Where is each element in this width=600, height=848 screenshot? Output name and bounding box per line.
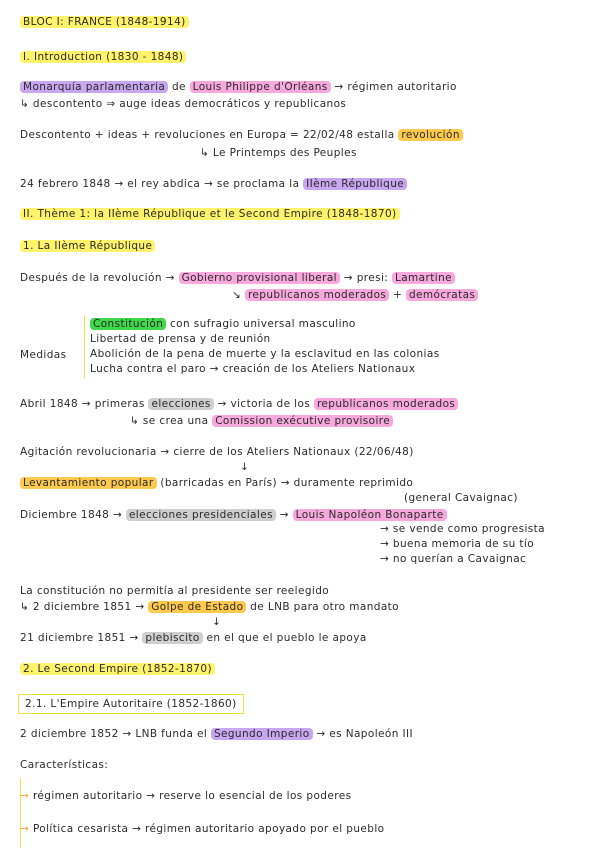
reason-progressive-text: → se vende como progresista	[380, 523, 545, 535]
measure-abolition	[90, 347, 440, 361]
coup-text: de LNB para otro mandato	[246, 601, 400, 613]
reelection-text: La constitución no permitía al presidente ser reelegido	[20, 585, 330, 597]
commission-term: Comission exécutive provisoire	[212, 415, 393, 427]
coup-date: ↳ 2 diciembre 1851 →	[20, 601, 149, 613]
abolition-text: Abolición de la pena de muerte y la esclavitud en las colonias	[90, 348, 440, 360]
measure-constitution	[90, 317, 356, 331]
measure-unemployment	[90, 362, 415, 376]
agitation-down-arrow	[240, 460, 249, 474]
down-arrow-icon: ↓	[212, 616, 222, 628]
april-text: Abril 1848 → primeras	[20, 398, 149, 410]
plebiscite-term: plebiscito	[142, 632, 202, 644]
revolution-line	[20, 128, 463, 142]
provisional-government-term: Gobierno provisional liberal	[179, 272, 340, 284]
plebiscite-line	[20, 631, 367, 645]
section-introduction	[20, 50, 186, 64]
measures-bracket	[84, 316, 85, 378]
characteristic-caesarism-text: Política cesarista → régimen autoritario apoyado por el pueblo	[32, 823, 385, 835]
subsection-republic-text: 1. La IIème République	[20, 240, 155, 252]
measures-label	[20, 348, 66, 362]
government-composition-line	[232, 288, 478, 302]
authoritarian-empire-text: 2.1. L'Empire Autoritaire (1852-1860)	[25, 698, 237, 710]
commission-line	[130, 414, 393, 428]
reason-uncle-text: → buena memoria de su tío	[380, 538, 535, 550]
revolution-term: revolución	[398, 129, 463, 141]
moderate-republicans-victory-term: republicanos moderados	[314, 398, 458, 410]
theme-1-title	[20, 207, 400, 221]
cavaignac-text: (general Cavaignac)	[404, 492, 518, 504]
discontent-line	[20, 97, 346, 111]
orange-arrow-icon: →	[20, 823, 33, 835]
december-text: Diciembre 1848 →	[20, 509, 126, 521]
reason-cavaignac	[380, 552, 526, 566]
measure-press	[90, 332, 271, 346]
presi-label: → presi:	[340, 272, 392, 284]
characteristics-label	[20, 758, 108, 772]
revolution-cause: Descontento + ideas + revoluciones en Europa = 22/02/48 estalla	[20, 129, 399, 141]
second-empire-date: 2 diciembre 1852 → LNB funda el	[20, 728, 211, 740]
composition-arrow: ↘	[232, 289, 245, 301]
uprising-line	[20, 476, 413, 490]
presidential-elections-line	[20, 508, 447, 522]
second-republic-term: IIème République	[303, 178, 407, 190]
louis-philippe-term: Louis Philippe d'Orléans	[190, 81, 331, 93]
subsection-empire	[20, 662, 215, 676]
after-revolution-text: Después de la revolución →	[20, 272, 179, 284]
subsection-republic	[20, 239, 155, 253]
bloc-title	[20, 15, 189, 29]
measures-label-text: Medidas	[20, 349, 67, 361]
louis-napoleon-term: Louis Napoléon Bonaparte	[293, 509, 447, 521]
presidential-elections-term: elecciones presidenciales	[126, 509, 276, 521]
uprising-text: (barricadas en París) → duramente reprimido	[156, 477, 414, 489]
monarchy-term: Monarquía parlamentaria	[20, 81, 168, 93]
plebiscite-date: 21 diciembre 1851 →	[20, 632, 143, 644]
characteristic-authoritarian	[20, 789, 351, 803]
cavaignac-line	[404, 491, 518, 505]
monarchy-de: de	[168, 81, 190, 93]
napoleon-iii-text: → es Napoleón III	[312, 728, 413, 740]
section-introduction-text: I. Introduction (1830 - 1848)	[20, 51, 186, 63]
characteristics-text: Características:	[20, 759, 109, 771]
april-elections-line	[20, 397, 458, 411]
second-empire-line	[20, 727, 413, 741]
agitation-line	[20, 445, 414, 459]
elections-term: elecciones	[148, 398, 213, 410]
theme-1-text: II. Thème 1: la IIème République et le Second Empire (1848-1870)	[20, 208, 400, 220]
constitution-term: Constitución	[90, 318, 166, 330]
moderate-republicans-term: republicanos moderados	[245, 289, 389, 301]
presidential-arrow: →	[275, 509, 293, 521]
composition-plus: +	[389, 289, 406, 301]
provisional-government-line	[20, 271, 455, 285]
characteristic-authoritarian-text: régimen autoritario → reserve lo esencial de los poderes	[32, 790, 352, 802]
press-text: Libertad de prensa y de reunión	[90, 333, 271, 345]
printemps-line	[200, 146, 357, 160]
reelection-line	[20, 584, 329, 598]
orange-arrow-icon: →	[20, 790, 33, 802]
bloc-title-text: BLOC I: FRANCE (1848-1914)	[20, 16, 189, 28]
coup-down-arrow	[212, 615, 221, 629]
discontent-text: ↳ descontento ⇒ auge ideas democráticos y republicanos	[20, 98, 347, 110]
second-empire-term: Segundo Imperio	[211, 728, 313, 740]
reason-uncle	[380, 537, 534, 551]
democrats-term: demócratas	[406, 289, 478, 301]
monarchy-line	[20, 80, 457, 94]
abdication-line	[20, 177, 407, 191]
coup-term: Golpe de Estado	[148, 601, 246, 613]
constitution-text: con sufragio universal masculino	[166, 318, 356, 330]
down-arrow-icon: ↓	[240, 461, 250, 473]
subsection-empire-text: 2. Le Second Empire (1852-1870)	[20, 663, 215, 675]
unemployment-text: Lucha contra el paro → creación de los Ateliers Nationaux	[90, 363, 416, 375]
reason-cavaignac-text: → no querían a Cavaignac	[380, 553, 527, 565]
subsection-authoritarian-empire	[18, 694, 244, 714]
abdication-text: 24 febrero 1848 → el rey abdica → se proclama la	[20, 178, 304, 190]
monarchy-regime: → régimen autoritario	[330, 81, 457, 93]
uprising-term: Levantamiento popular	[20, 477, 157, 489]
plebiscite-text: en el que el pueblo le apoya	[202, 632, 367, 644]
victory-text: → victoria de los	[213, 398, 314, 410]
lamartine-term: Lamartine	[392, 272, 455, 284]
characteristic-caesarism	[20, 822, 384, 836]
agitation-text: Agitación revolucionaria → cierre de los Ateliers Nationaux (22/06/48)	[20, 446, 414, 458]
commission-intro: ↳ se crea una	[130, 415, 213, 427]
printemps-text: ↳ Le Printemps des Peuples	[200, 147, 357, 159]
reason-progressive	[380, 522, 545, 536]
coup-line	[20, 600, 399, 614]
